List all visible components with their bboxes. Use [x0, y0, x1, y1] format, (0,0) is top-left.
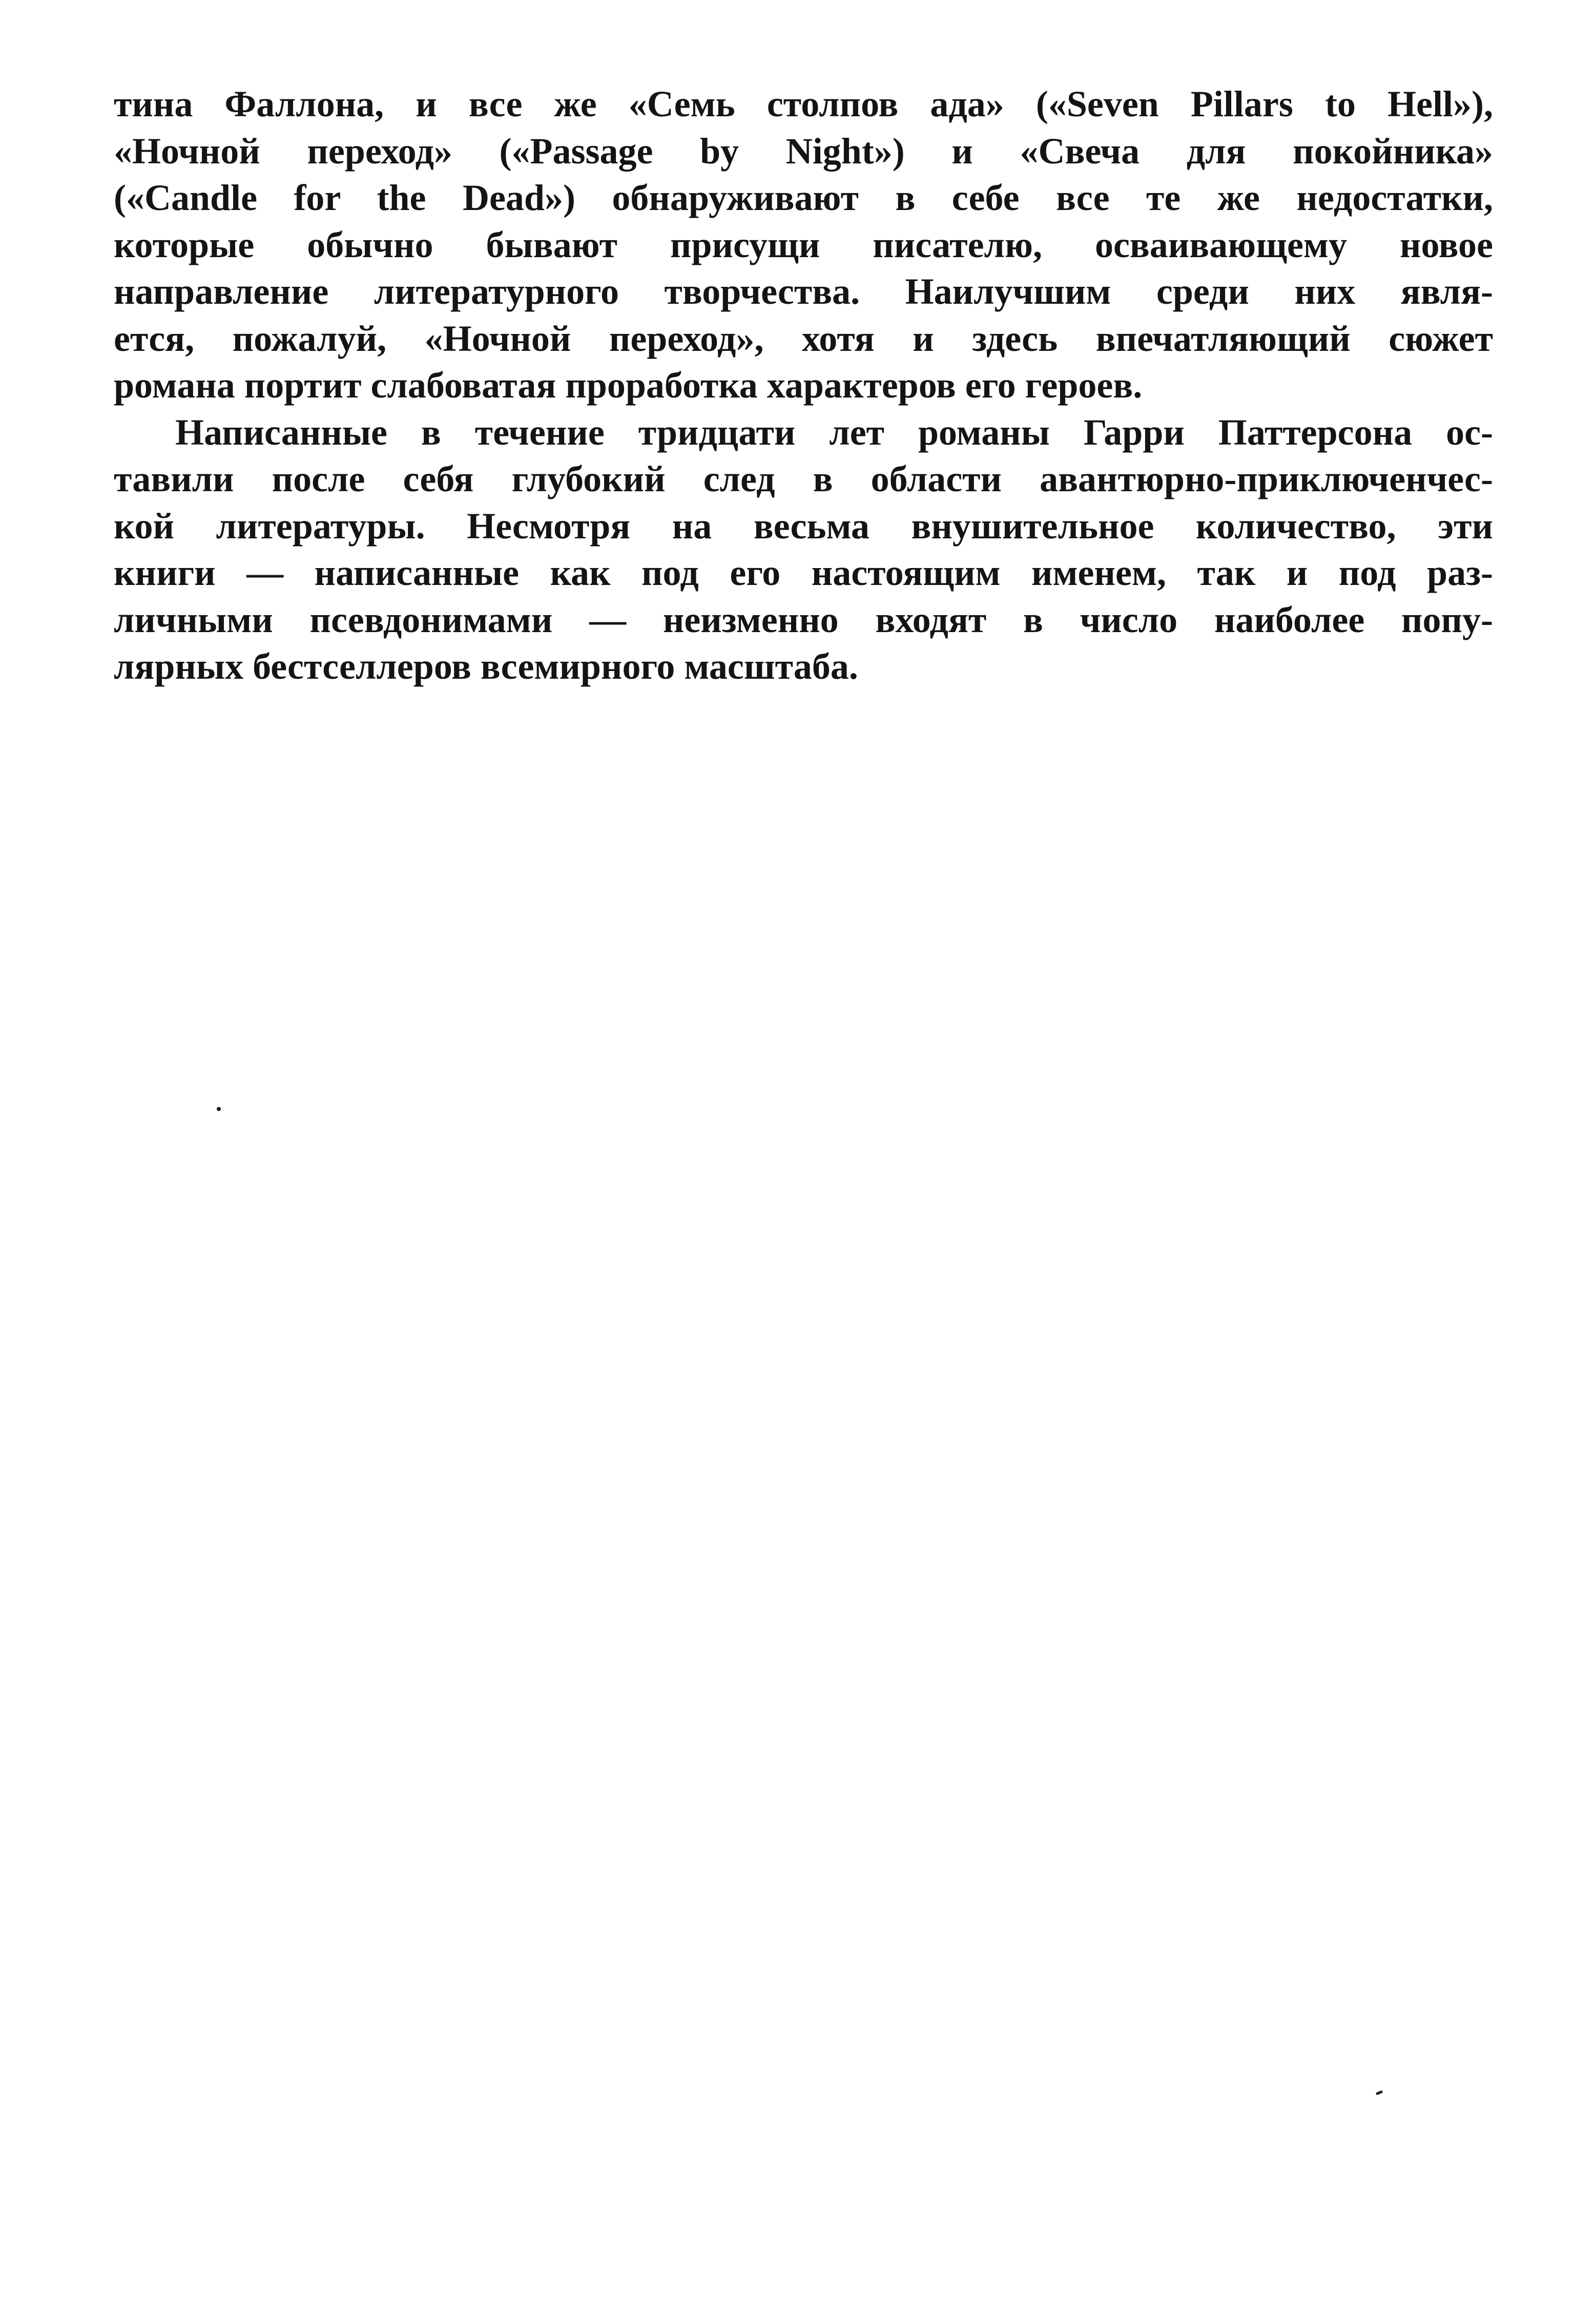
paragraph-1 — [114, 81, 1493, 409]
body-text — [114, 81, 1493, 690]
text-line: («Candle for the Dead») обнаруживают в себе все те же недостатки, — [114, 177, 1493, 218]
text-line: личными псевдонимами — неизменно входят в число наиболее попу- — [114, 599, 1493, 640]
text-line: книги — написанные как под его настоящим именем, так и под раз- — [114, 552, 1493, 593]
scan-speck — [217, 1107, 221, 1111]
text-line: ется, пожалуй, «Ночной переход», хотя и здесь впечатляющий сюжет — [114, 318, 1493, 359]
text-line: тина Фаллона, и все же «Семь столпов ада» («Seven Pillars to Hell»), — [114, 83, 1493, 124]
text-line: «Ночной переход» («Passage by Night») и «Свеча для покойника» — [114, 130, 1493, 172]
text-line: направление литературного творчества. Наилучшим среди них явля- — [114, 271, 1493, 312]
text-line: лярных бестселлеров всемирного масштаба. — [114, 646, 858, 687]
text-line: Написанные в течение тридцати лет романы Гарри Паттерсона ос- — [175, 411, 1493, 453]
text-line: которые обычно бывают присущи писателю, осваивающему новое — [114, 224, 1493, 265]
scan-speck — [1376, 2090, 1383, 2095]
text-line: кой литературы. Несмотря на весьма внушительное количество, эти — [114, 505, 1493, 547]
text-line: романа портит слабоватая проработка характеров его героев. — [114, 365, 1143, 406]
paragraph-2 — [114, 409, 1493, 690]
text-line: тавили после себя глубокий след в области авантюрно-приключенчес- — [114, 458, 1493, 499]
